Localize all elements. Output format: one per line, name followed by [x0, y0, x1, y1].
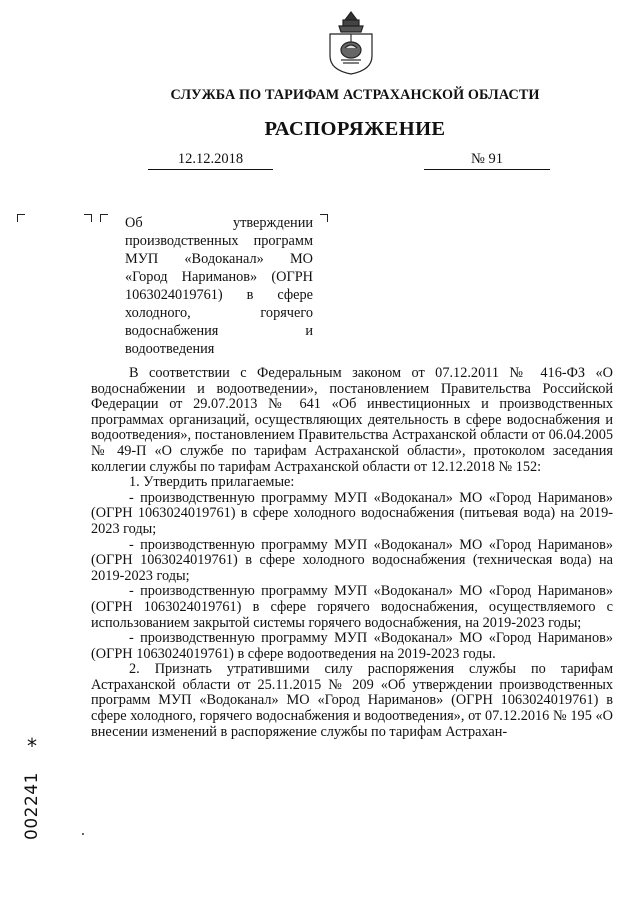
- item-1-b: - производственную программу МУП «Водоканал» МО «Город Нариманов» (ОГРН 1063024019761) в сфере холодного водоснабжения (техническая вода) на 2019-2023 годы;: [91, 536, 613, 584]
- document-number: № 91: [424, 151, 550, 170]
- scan-speck: [82, 833, 84, 835]
- preamble-paragraph: В соответствии с Федеральным законом от 07.12.2011 № 416-ФЗ «О водоснабжении и водоотведении», постановлением Правительства Российской Федерации от 29.07.2013 № 641 «Об инвестиционных и производственных программах организаций, осуществляющих деятельность в сфере водоснабжения и водоотведения», постановлением Правительства Астраханской области от 06.04.2005 № 49-П «О службе по тарифам Астраханской области», протоколом заседания коллегии службы по тарифам Астраханской области от 12.12.2018 № 152:: [91, 365, 613, 475]
- corner-mark: [320, 214, 328, 222]
- document-subject: Об утверждении производственных программ МУП «Водоканал» МО «Город Нариманов» (ОГРН 1063024019761) в сфере холодного, горячего водоснабжения и водоотведения: [125, 215, 313, 357]
- corner-mark: [100, 214, 108, 222]
- item-1-a: - производственную программу МУП «Водоканал» МО «Город Нариманов» (ОГРН 1063024019761) в сфере холодного водоснабжения (питьевая вода) на 2019-2023 годы;: [91, 489, 613, 537]
- stamp-number: 002241: [22, 772, 42, 840]
- registration-stamp: [22, 736, 42, 840]
- document-type: РАСПОРЯЖЕНИЕ: [264, 118, 446, 140]
- item-1: 1. Утвердить прилагаемые:: [129, 474, 295, 491]
- document-body: [91, 366, 613, 740]
- item-2: 2. Признать утратившими силу распоряжения службы по тарифам Астраханской области от 25.11.2015 № 209 «Об утверждении производственных программ МУП «Водоканал» МО «Город Нариманов» (ОГРН 1063024019761) в сфере холодного, горячего водоснабжения и водоотведения», от 07.12.2016 № 195 «О внесении изменений в распоряжение службы по тарифам Астрахан-: [91, 661, 613, 740]
- agency-name: СЛУЖБА ПО ТАРИФАМ АСТРАХАНСКОЙ ОБЛАСТИ: [170, 87, 540, 103]
- item-1-d: - производственную программу МУП «Водоканал» МО «Город Нариманов» (ОГРН 1063024019761) в сфере водоотведения на 2019-2023 годы.: [91, 630, 613, 662]
- stamp-star: *: [27, 734, 37, 758]
- item-1-c: - производственную программу МУП «Водоканал» МО «Город Нариманов» (ОГРН 1063024019761) в сфере горячего водоснабжения, осуществляемого с использованием закрытой системы горячего водоснабжения, на 2019-2023 годы;: [91, 583, 613, 631]
- document-date: 12.12.2018: [148, 151, 273, 170]
- corner-mark: [17, 214, 25, 222]
- astrakhan-coat-of-arms-icon: [325, 8, 377, 76]
- corner-mark: [84, 214, 92, 222]
